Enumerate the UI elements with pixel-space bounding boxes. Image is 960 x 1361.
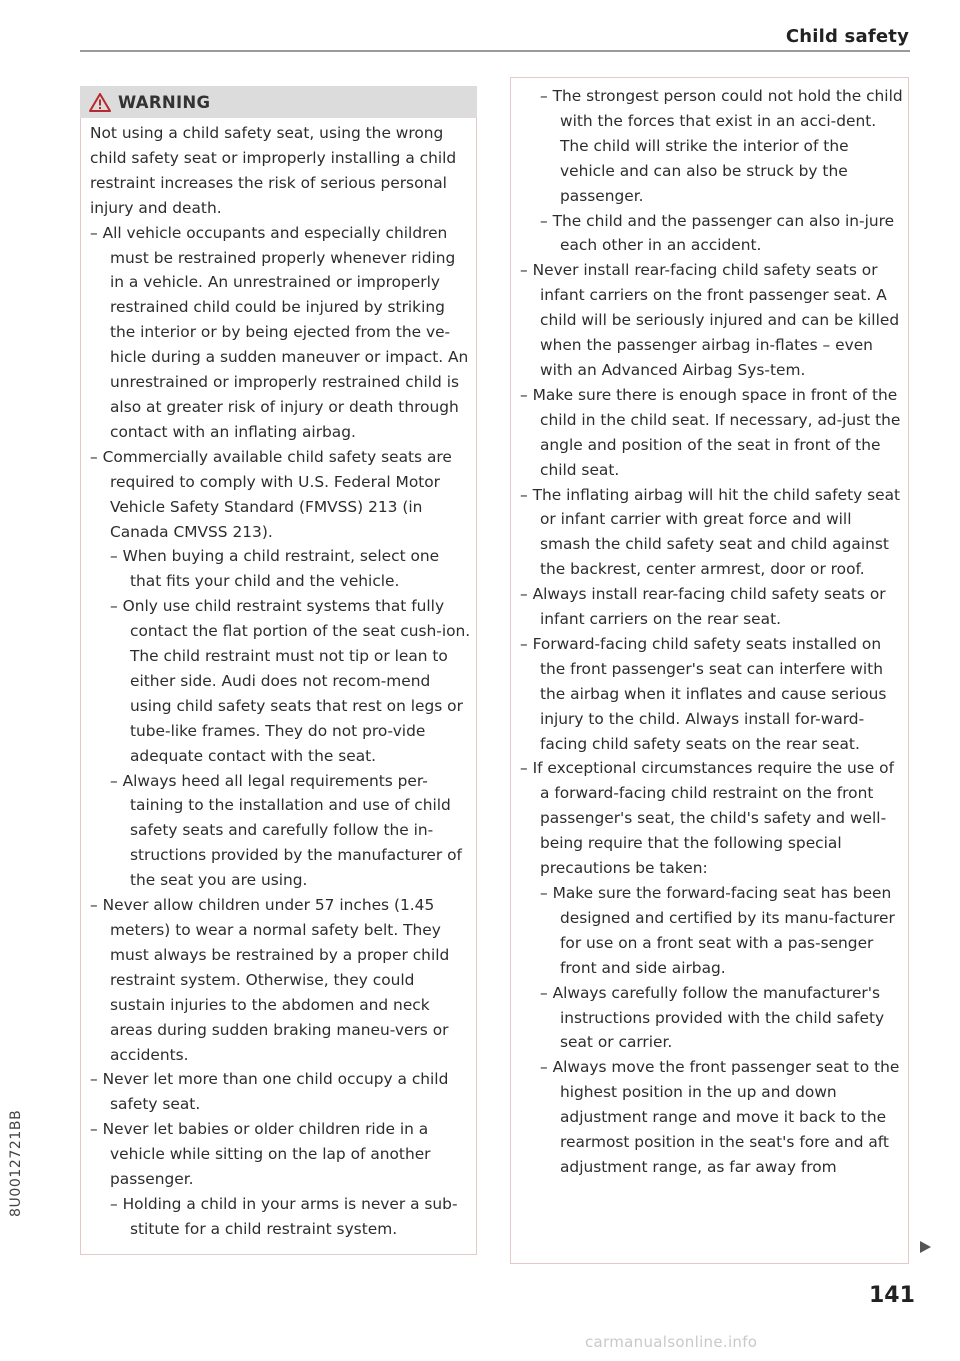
list-item: – The inflating airbag will hit the child safety seat or infant carrier with great force and will smash the child safety seat and child against the backrest, center armrest, door or roof. <box>520 485 901 579</box>
list-item: – Always install rear-facing child safety seats or infant carriers on the rear seat. <box>520 585 886 629</box>
warning-triangle-icon <box>89 93 111 112</box>
warning-title: WARNING <box>118 92 211 112</box>
list-item: – The strongest person could not hold the child with the forces that exist in an acci-dent. The child will strike the interior of the vehicle and can also be struck by the passenger. <box>540 87 903 205</box>
list-item: – Never let more than one child occupy a child safety seat. <box>90 1070 449 1114</box>
warning-column-right <box>520 84 906 1180</box>
list-item: – Holding a child in your arms is never a sub-stitute for a child restraint system. <box>110 1194 458 1238</box>
margin-code: 8U0012721BB <box>8 1109 24 1217</box>
warning-header <box>80 86 477 118</box>
list-item: – If exceptional circumstances require the use of a forward-facing child restraint on the front passenger's seat, the child's safety and well-being require that the following special precautions be taken: <box>520 759 894 878</box>
list-item: – Never install rear-facing child safety seats or infant carriers on the front passenger seat. A child will be seriously injured and can be killed when the passenger airbag in-flates – even with an Advanced Airbag Sys-tem. <box>520 261 900 379</box>
list-item: – Always heed all legal requirements per-taining to the installation and use of child safety seats and carefully follow the in-structions provided by the manufacturer of the seat you are using. <box>110 771 462 890</box>
list-item: – Make sure the forward-facing seat has been designed and certified by its manu-facturer for use on a front seat with a pas-senger front and side airbag. <box>540 884 895 977</box>
list-item: – Make sure there is enough space in front of the child in the child seat. If necessary, ad-just the angle and position of the seat in front of the child seat. <box>520 385 901 479</box>
list-item: – Commercially available child safety seats are required to comply with U.S. Federal Motor Vehicle Safety Standard (FMVSS) 213 (in Canada CMVSS 213). <box>90 447 452 541</box>
warning-intro: Not using a child safety seat, using the wrong child safety seat or improperly installing a child restraint increases the risk of serious personal injury and death. <box>90 124 457 217</box>
list-item: – Never allow children under 57 inches (1.45 meters) to wear a normal safety belt. They must always be restrained by a proper child restraint system. Otherwise, they could sustain injuries to the abdomen and neck areas during sudden braking maneu-vers or accidents. <box>90 896 450 1064</box>
page-number: 141 <box>869 1283 915 1308</box>
footer-watermark: carmanualsonline.info <box>585 1333 758 1351</box>
list-item: – Never let babies or older children ride in a vehicle while sitting on the lap of another passenger. <box>90 1120 431 1189</box>
section-title: Child safety <box>785 26 909 47</box>
list-item: – Always move the front passenger seat to the highest position in the up and down adjustment range and move it back to the rearmost position in the seat's fore and aft adjustment range, as far away from <box>540 1058 900 1176</box>
list-item: – The child and the passenger can also in-jure each other in an accident. <box>540 211 895 255</box>
header-divider <box>80 50 910 52</box>
list-item: – Only use child restraint systems that fully contact the flat portion of the seat cush-ion. The child restraint must not tip or lean to either side. Audi does not recom-mend using child safety seats that rest on legs or tube-like frames. They do not pro-vide adequate contact with the seat. <box>110 597 471 765</box>
list-item: – All vehicle occupants and especially children must be restrained properly whenever riding in a vehicle. An unrestrained or improperly restrained child could be injured by striking the interior or by being ejected from the ve-hicle during a sudden maneuver or impact. An unrestrained or improperly restrained child is also at greater risk of injury or death through contact with an inflating airbag. <box>90 223 469 441</box>
list-item: – Always carefully follow the manufacturer's instructions provided with the child safety seat or carrier. <box>540 983 885 1052</box>
list-item: – When buying a child restraint, select one that fits your child and the vehicle. <box>110 547 440 591</box>
warning-column-left <box>90 121 474 1242</box>
list-item: – Forward-facing child safety seats installed on the front passenger's seat can interfere with the airbag when it inflates and cause serious injury to the child. Always install for-ward-facing child safety seats on the rear seat. <box>520 634 887 753</box>
continue-arrow-icon <box>918 1240 932 1254</box>
